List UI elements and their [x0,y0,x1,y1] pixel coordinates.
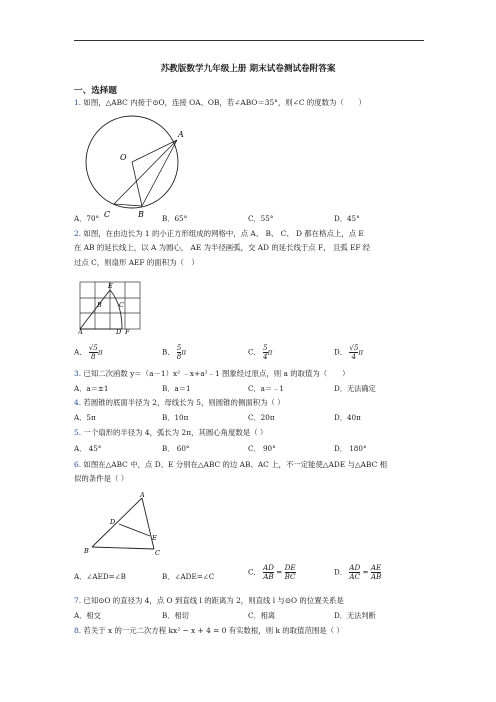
question-text: 若关于 x 的一元二次方程 kx² − x + 4 = 0 有实数根，则 k 的取值范围是（ ） [83,626,344,635]
q1-option-a: A．70° [74,214,100,223]
question-6-line-2: 似的条件是（ ） [74,474,129,483]
question-number: 8. [74,626,82,635]
q5-option-a: A． 45° [74,444,102,453]
q1-option-d: D．45° [334,214,360,223]
fraction-right [371,564,381,581]
numerator: DE [284,563,296,572]
q4-option-a: A．5π [74,413,96,422]
question-number: 2. [74,229,82,238]
numerator: √5 [349,343,359,352]
option-prefix: C． [248,567,261,577]
label-a: A [178,130,184,139]
header-rule [74,40,424,41]
question-text: 若圆锥的底面半径为 2，母线长为 5，则圆锥的侧面积为（ ） [83,398,285,407]
q4-option-d: D．40π [334,413,361,422]
circle-figure [80,110,190,220]
question-text: 一个扇形的半径为 4，弧长为 2π，其圆心角度数是（ ） [83,428,268,437]
equals-sign: = [362,567,369,577]
numerator: AD [349,563,361,572]
q6-option-b: B．∠ADE=∠C [162,572,215,581]
side-bc [92,547,154,549]
label-f: F [125,328,130,334]
pi-symbol: π [358,347,364,357]
question-text-line-1: 如图在△ABC 中，点 D、E 分别在△ABC 的边 AB、AC 上，不一定能使△ADE 与△ABC 相 [83,460,387,469]
q2-option-b [162,344,186,361]
pi-symbol: π [267,347,273,357]
label-c: C [155,549,160,557]
question-6 [74,460,387,470]
question-7 [74,596,344,606]
label-o: O [120,153,127,162]
denominator: BC [284,572,296,581]
label-c: C [104,210,111,219]
q5-option-d: D． 180° [334,444,367,453]
label-b: B [97,301,102,309]
q3-option-b: B．a＝1 [162,384,191,393]
q4-option-b: B．10π [162,413,189,422]
q7-option-d: D．无法判断 [334,611,376,620]
q6-option-d [334,564,381,581]
question-text: 如图，△ABC 内接于⊙O，连接 OA、OB，若∠ABO＝35°，则∠C 的度数为（ ） [83,98,366,107]
q7-option-c: C．相离 [248,611,276,620]
q5-option-c: C． 90° [248,444,276,453]
fraction-left [349,564,360,581]
question-number: 6. [74,460,82,469]
label-b: B [138,210,144,219]
label-a: A [78,328,83,334]
numerator: AD [262,563,274,572]
question-text: 已知二次函数 y＝（a－1）x² ﹣x+a²﹣1 图象经过原点，则 a 的取值为（ ） [83,369,350,378]
q2-option-c [248,344,272,361]
fraction-left [263,564,274,581]
fraction-right [285,564,296,581]
segment-de [119,524,150,536]
question-number: 4. [74,398,82,407]
label-d: D [110,518,116,526]
q4-option-c: C．20π [248,413,275,422]
denominator: AB [370,572,382,581]
label-b: B [84,547,89,555]
question-number: 3. [74,369,82,378]
question-number: 1. [74,98,82,107]
label-a: A [140,492,145,499]
arc-ef [110,290,122,329]
q3-option-d: D．无法确定 [334,384,376,393]
triangle-figure [84,492,172,558]
option-prefix: D． [334,347,347,357]
grid-figure [78,278,148,334]
numerator: √5 [88,343,98,352]
question-4 [74,398,285,408]
q7-option-b: B．相切 [162,611,189,620]
pi-symbol: π [181,347,187,357]
denominator: 8 [176,352,182,361]
option-prefix: B． [162,347,175,357]
question-8 [74,626,344,636]
question-2-line-3: 过点 C，则扇形 AEF 的面积为（ ） [74,258,199,267]
label-c: C [119,301,124,309]
numerator: 5 [176,343,182,352]
option-prefix: A． [74,347,87,357]
pi-symbol: π [97,347,103,357]
label-e: E [108,282,113,290]
question-text: 已知⊙O 的直径为 4，点 O 到直线 l 的距离为 2，则直线 l 与⊙O 的位置关系是 [83,596,344,605]
q2-option-a [74,344,103,361]
q3-option-a: A．a＝±1 [74,384,109,393]
question-1 [74,98,366,108]
q2-option-d [334,344,363,361]
q5-option-b: B． 60° [162,444,190,453]
denominator: AB [263,572,274,581]
q6-option-c [248,564,296,581]
fraction [89,344,98,361]
numerator: AE [370,563,382,572]
q1-option-c: C．55° [248,214,274,223]
q3-option-c: C．a＝﹣1 [248,384,284,393]
question-2-line-2: 在 AB 的延长线上，以 A 为圆心， AE 为半径画弧，交 AD 的延长线于点 F， 且弧 EF 经 [74,243,371,252]
denominator: AC [349,572,361,581]
denominator: 4 [349,352,358,361]
question-number: 5. [74,428,82,437]
section-heading: 一、选择题 [74,86,117,96]
segment-oa [132,140,177,162]
option-prefix: D． [334,567,347,577]
label-d: D [116,328,122,334]
label-e: E [152,534,157,542]
segment-ab [142,140,177,206]
option-prefix: C． [248,347,261,357]
question-3 [74,369,349,379]
question-number: 7. [74,596,82,605]
q1-option-b: B．65° [162,214,188,223]
numerator: 5 [262,343,268,352]
side-ab [92,498,142,547]
question-2 [74,229,364,239]
question-text-line-1: 如图，在由边长为 1 的小正方形组成的网格中，点 A、 B、 C、 D 都在格点上，点 E [83,229,364,238]
question-5 [74,428,267,438]
q6-option-a: A．∠AED=∠B [74,572,126,581]
denominator: 4 [262,352,268,361]
page-title: 苏教版数学九年级上册 期末试卷测试卷附答案 [160,64,336,74]
q7-option-a: A．相交 [74,611,101,620]
equals-sign: = [276,567,283,577]
segment-ac [114,140,177,204]
denominator: 8 [89,352,98,361]
